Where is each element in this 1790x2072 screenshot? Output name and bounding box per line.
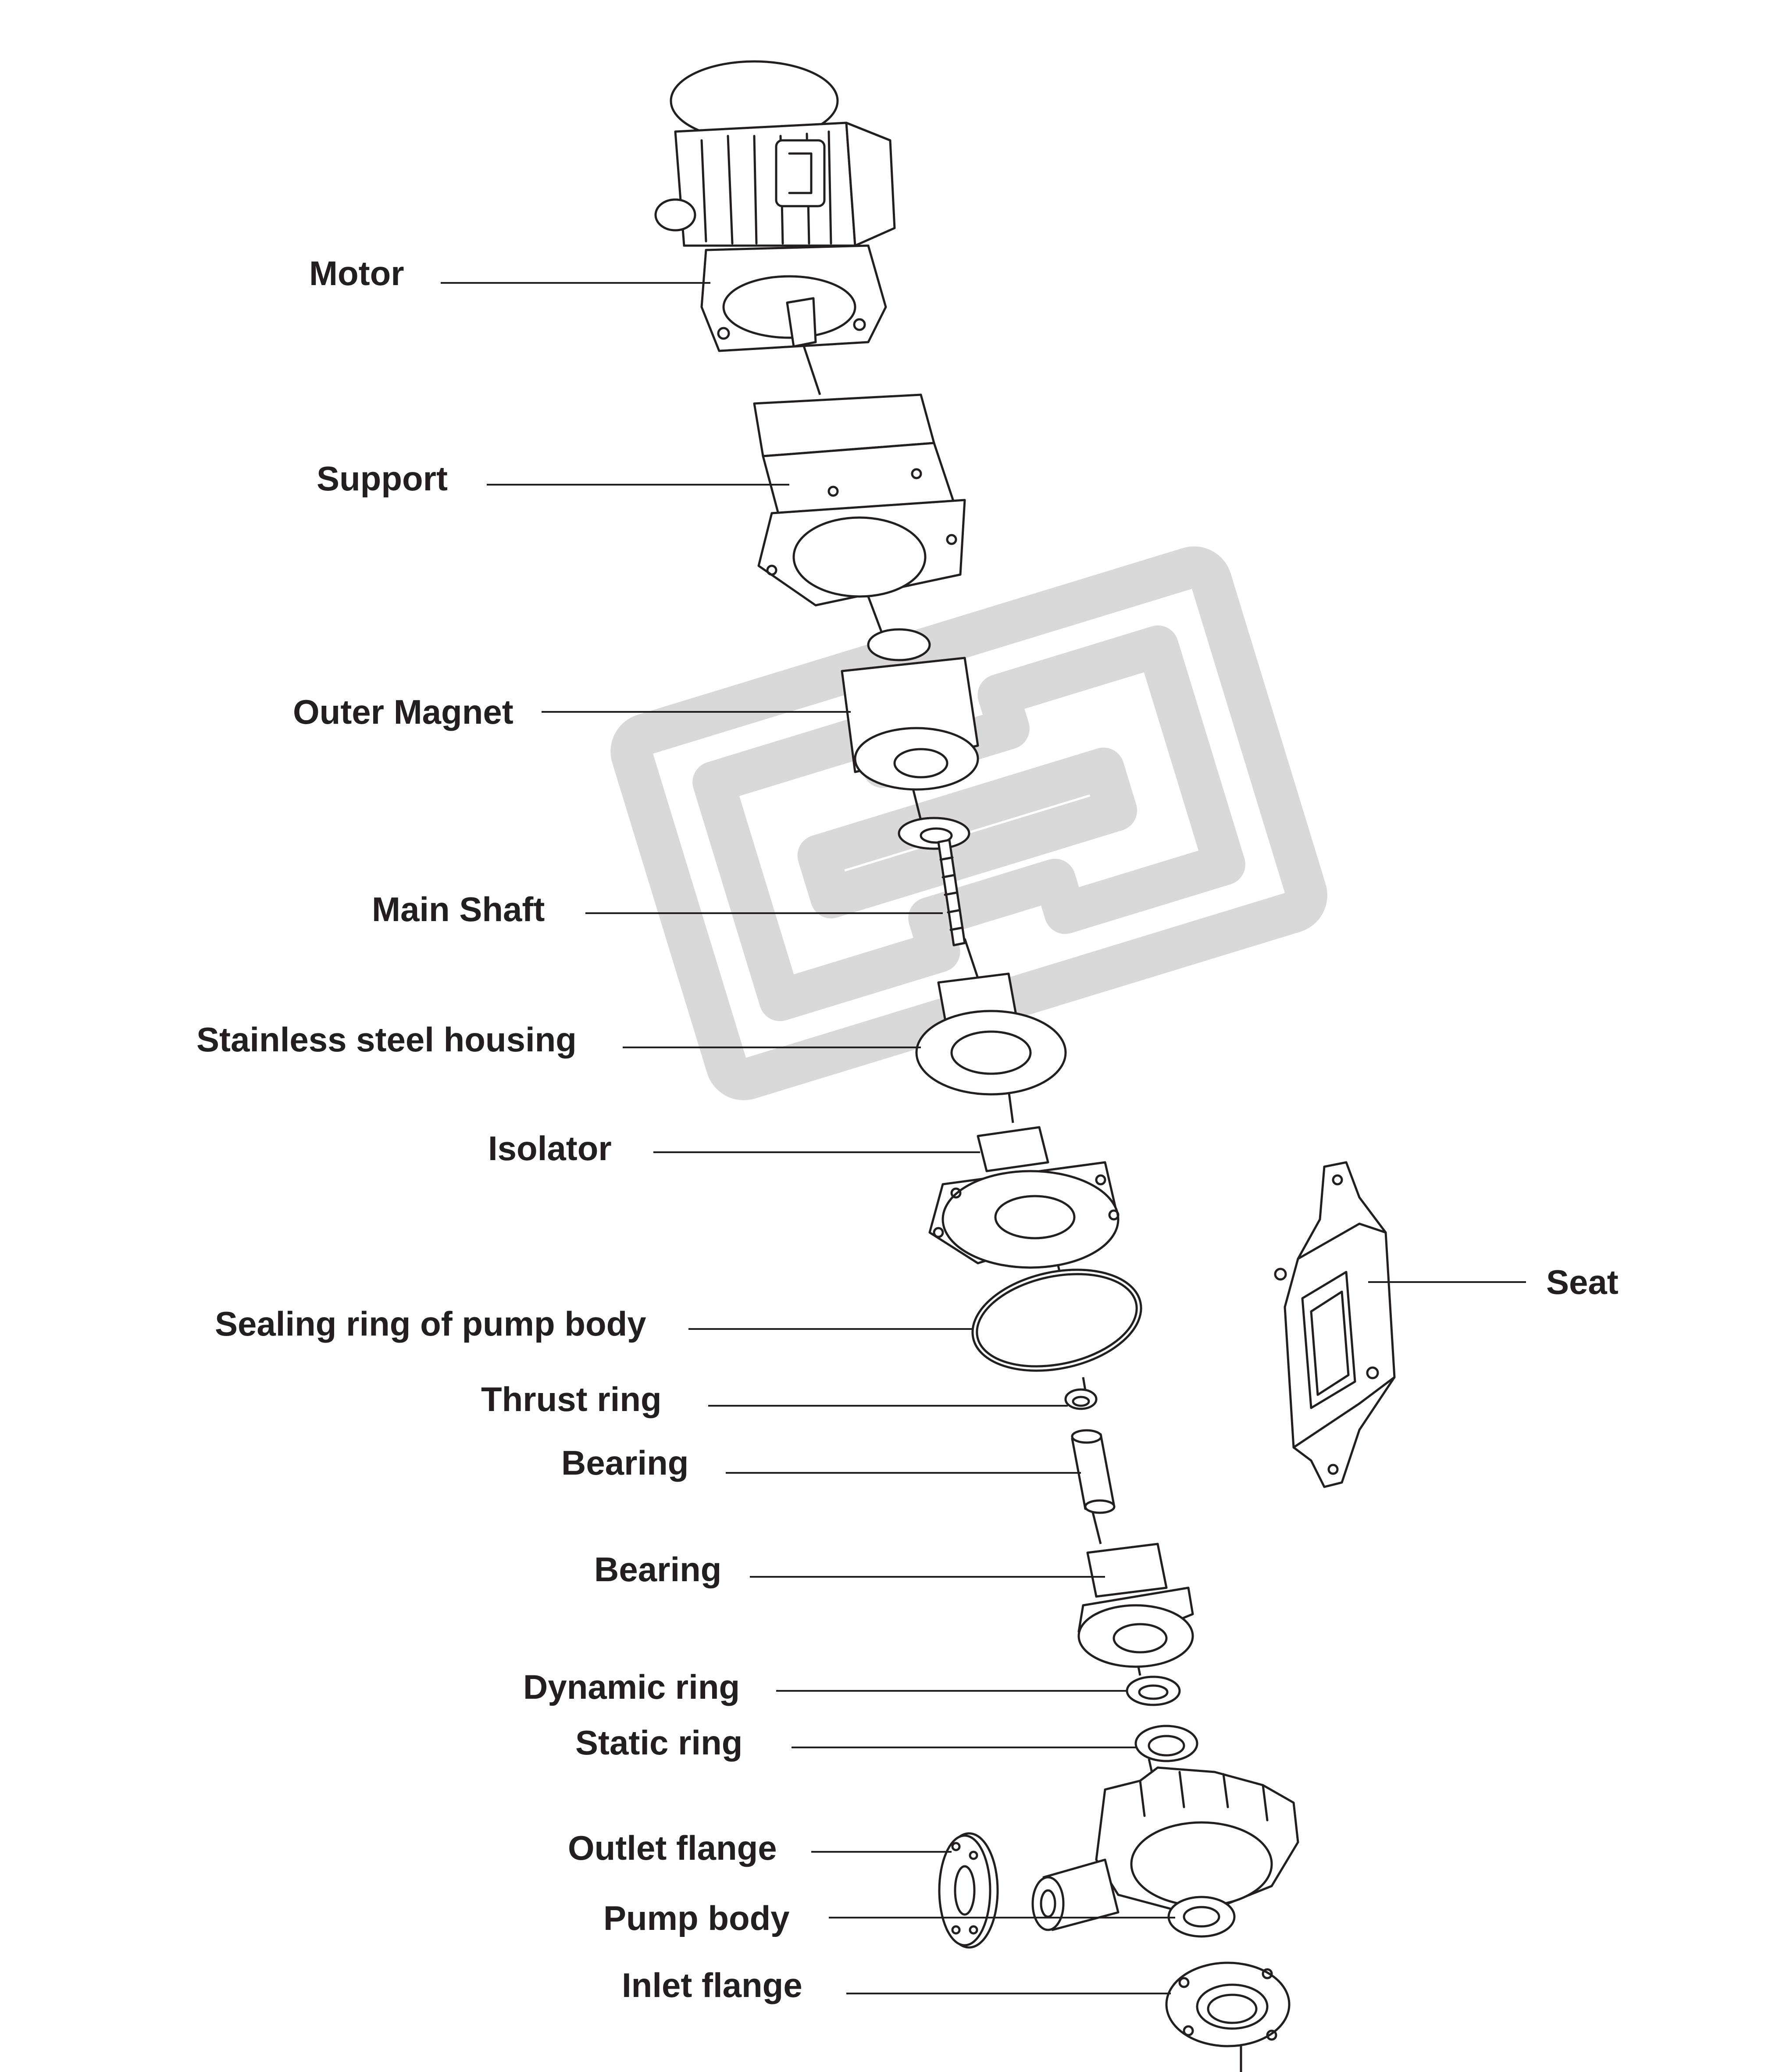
motor-part [656, 61, 895, 351]
static-ring-part [1136, 1726, 1197, 1761]
thrust-ring-part [1066, 1390, 1096, 1409]
bearing-1-label: Bearing [561, 1443, 689, 1482]
support-label: Support [317, 459, 448, 498]
outlet-flange-label: Outlet flange [568, 1829, 777, 1867]
seat-label: Seat [1546, 1263, 1619, 1301]
bearing-2-label: Bearing [594, 1550, 722, 1589]
inlet-flange-part [1166, 1963, 1289, 2046]
dynamic-ring-part [1127, 1677, 1180, 1705]
static-ring-label: Static ring [575, 1723, 743, 1762]
outlet-flange-part [939, 1833, 998, 1947]
dynamic-ring-label: Dynamic ring [523, 1668, 740, 1706]
bearing-1-part [1072, 1430, 1114, 1513]
isolator-label: Isolator [488, 1129, 612, 1168]
isolator-part [930, 1127, 1118, 1268]
pump-body-label: Pump body [603, 1899, 790, 1937]
sealing-ring-label: Sealing ring of pump body [215, 1304, 646, 1343]
main-shaft-label: Main Shaft [372, 890, 545, 929]
inlet-flange-label: Inlet flange [622, 1966, 802, 2004]
seat-part [1275, 1162, 1394, 1487]
pump-body-part [1033, 1768, 1298, 1936]
motor-label: Motor [309, 254, 404, 293]
bearing-2-part [1079, 1544, 1193, 1667]
sealing-ring-part [963, 1255, 1150, 1385]
thrust-ring-label: Thrust ring [481, 1380, 662, 1418]
stainless-housing-label: Stainless steel housing [196, 1020, 577, 1059]
support-part [754, 395, 965, 605]
outer-magnet-label: Outer Magnet [293, 693, 513, 731]
